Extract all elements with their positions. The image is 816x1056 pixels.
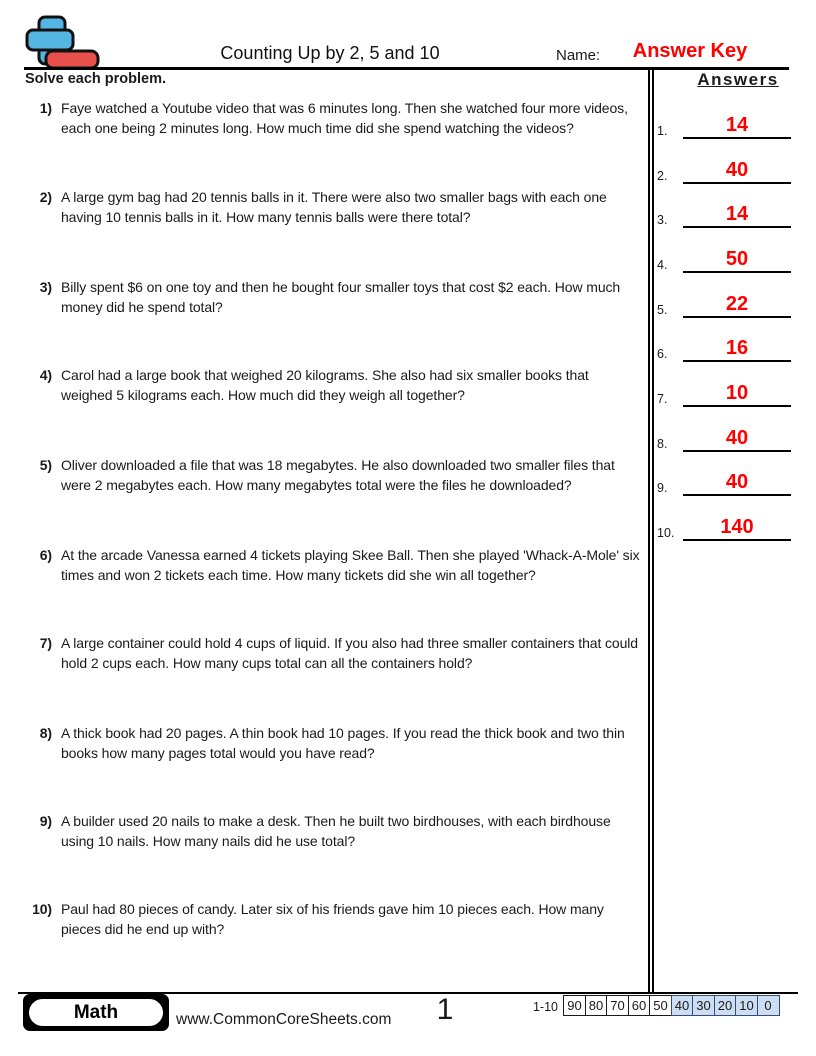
problem-2 — [0, 188, 650, 227]
score-cell-50: 50 — [649, 995, 672, 1016]
answer-value: 40 — [683, 426, 791, 452]
problem-text: Carol had a large book that weighed 20 kilograms. She also had six smaller books that weighed 5 kilograms each. How much did they weigh all together? — [61, 367, 589, 403]
problem-text: A thick book had 20 pages. A thin book had 10 pages. If you read the thick book and two thin books how many pages total would you have read? — [61, 725, 625, 761]
answer-row-10 — [656, 511, 794, 541]
problem-text: Faye watched a Youtube video that was 6 minutes long. Then she watched four more videos, each one being 2 minutes long. How much time did she spend watching the videos? — [61, 100, 628, 136]
answer-row-5 — [656, 288, 794, 318]
problem-9 — [0, 812, 650, 851]
answer-row-8 — [656, 422, 794, 452]
problem-text: A builder used 20 nails to make a desk. Then he built two birdhouses, with each birdhouse using 10 nails. How many nails did he use total? — [61, 813, 611, 849]
problem-number: 4) — [39, 367, 52, 383]
answer-row-9 — [656, 466, 794, 496]
problem-4 — [0, 366, 650, 405]
problem-5 — [0, 456, 650, 495]
problem-number: 3) — [39, 279, 52, 295]
problem-1 — [0, 99, 650, 138]
answer-value: 16 — [683, 336, 791, 362]
answer-row-2 — [656, 154, 794, 184]
page-title: Counting Up by 2, 5 and 10 — [220, 43, 440, 63]
problem-text: Billy spent $6 on one toy and then he bought four smaller toys that cost $2 each. How much money did he spend total? — [61, 279, 621, 315]
answer-value: 14 — [683, 113, 791, 139]
problem-number: 1) — [39, 100, 52, 116]
answer-row-4 — [656, 243, 794, 273]
problem-3 — [0, 278, 650, 317]
instruction-text: Solve each problem. — [25, 71, 167, 87]
answer-number: 7. — [657, 392, 668, 406]
score-cell-20: 20 — [714, 995, 737, 1016]
answers-column-title: Answers — [697, 70, 779, 89]
answer-row-1 — [656, 109, 794, 139]
page-number: 1 — [436, 993, 454, 1026]
score-cell-40: 40 — [671, 995, 694, 1016]
answer-number: 6. — [657, 347, 668, 361]
answer-value: 50 — [683, 247, 791, 273]
score-cell-70: 70 — [606, 995, 629, 1016]
subject-badge — [23, 994, 169, 1031]
answer-number: 1. — [657, 124, 668, 138]
problem-number: 10) — [32, 901, 52, 917]
answer-row-3 — [656, 198, 794, 228]
problem-number: 9) — [39, 813, 52, 829]
problem-6 — [0, 546, 650, 585]
answer-number: 10. — [657, 526, 675, 540]
answer-value: 140 — [683, 515, 791, 541]
score-range-label: 1-10 — [532, 1000, 558, 1014]
score-cell-80: 80 — [585, 995, 608, 1016]
score-cell-60: 60 — [628, 995, 651, 1016]
subject-label: Math — [29, 999, 163, 1026]
website-text: www.CommonCoreSheets.com — [176, 1011, 392, 1028]
problem-text: Oliver downloaded a file that was 18 megabytes. He also downloaded two smaller files that were 2 megabytes each. How many megabytes total were the files he downloaded? — [61, 457, 615, 493]
problem-text: A large container could hold 4 cups of liquid. If you also had three smaller containers that could hold 2 cups each. How many cups total can all the containers hold? — [61, 635, 638, 671]
problem-number: 6) — [39, 547, 52, 563]
problem-number: 7) — [39, 635, 52, 651]
answer-value: 14 — [683, 202, 791, 228]
problem-text: A large gym bag had 20 tennis balls in it. There were also two smaller bags with each one having 10 tennis balls in it. How many tennis balls were there total? — [61, 189, 607, 225]
problem-number: 2) — [39, 189, 52, 205]
problem-number: 8) — [39, 725, 52, 741]
answer-row-7 — [656, 377, 794, 407]
problem-7 — [0, 634, 650, 673]
name-value-answer-key: Answer Key — [632, 40, 748, 62]
answer-number: 5. — [657, 303, 668, 317]
score-cell-30: 30 — [692, 995, 715, 1016]
problem-text: Paul had 80 pieces of candy. Later six of his friends gave him 10 pieces each. How many pieces did he end up with? — [61, 901, 604, 937]
answer-value: 10 — [683, 381, 791, 407]
problem-10 — [0, 900, 650, 939]
answer-number: 4. — [657, 258, 668, 272]
name-label: Name: — [556, 47, 601, 64]
answer-row-6 — [656, 332, 794, 362]
header-divider — [24, 67, 789, 70]
score-cell-0: 0 — [757, 995, 780, 1016]
score-cell-90: 90 — [563, 995, 586, 1016]
problem-8 — [0, 724, 650, 763]
problem-number: 5) — [39, 457, 52, 473]
answer-number: 3. — [657, 213, 668, 227]
score-cell-10: 10 — [735, 995, 758, 1016]
problem-text: At the arcade Vanessa earned 4 tickets playing Skee Ball. Then she played 'Whack-A-Mole' six times and won 2 tickets each time. How many tickets did she win all together? — [61, 547, 640, 583]
answer-value: 22 — [683, 292, 791, 318]
answer-number: 8. — [657, 437, 668, 451]
answer-number: 2. — [657, 169, 668, 183]
answer-value: 40 — [683, 158, 791, 184]
score-table — [563, 995, 780, 1016]
answer-number: 9. — [657, 481, 668, 495]
answer-value: 40 — [683, 470, 791, 496]
